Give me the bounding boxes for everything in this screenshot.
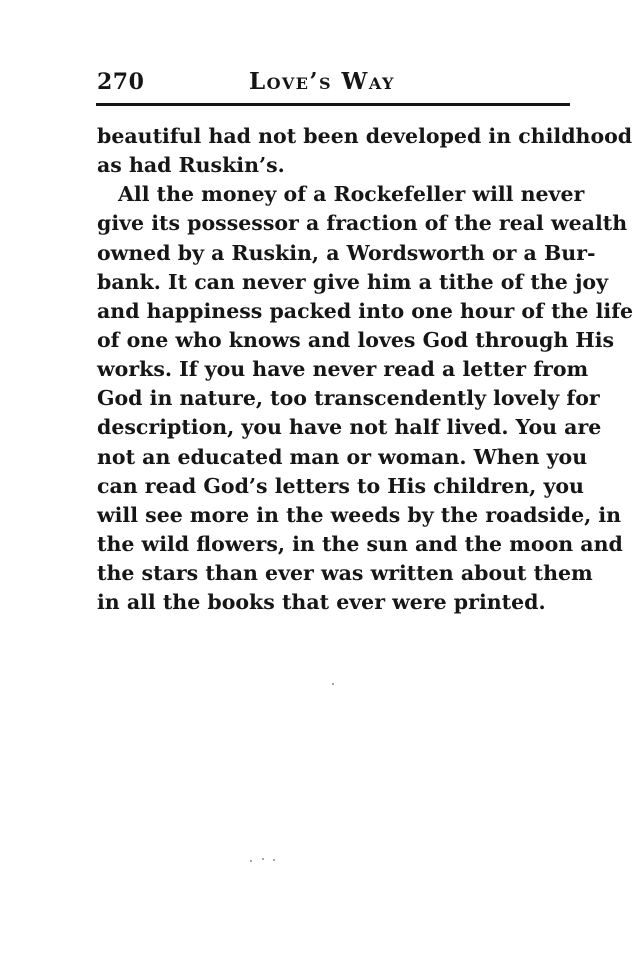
text-line: not an educated man or woman. When you	[97, 444, 588, 469]
page-number: 270	[97, 69, 145, 95]
text-line: God in nature, too transcendently lovely for	[97, 386, 600, 411]
text-line: owned by a Ruskin, a Wordsworth or a Bur-	[97, 240, 596, 265]
scan-speck	[273, 859, 275, 861]
body-text	[97, 122, 633, 617]
text-line: give its possessor a fraction of the real wealth	[97, 211, 628, 236]
text-line: beautiful had not been developed in childhood	[97, 124, 633, 148]
scan-speck	[262, 858, 264, 860]
scan-speck	[250, 860, 252, 862]
header-rule	[96, 103, 570, 106]
text-line: in all the books that ever were printed.	[97, 590, 546, 615]
text-line: will see more in the weeds by the roadside, in	[97, 502, 622, 527]
text-line: description, you have not half lived. You are	[97, 415, 602, 440]
text-line: as had Ruskin’s.	[97, 153, 285, 178]
text-line: bank. It can never give him a tithe of the joy	[97, 269, 608, 294]
text-line: the wild flowers, in the sun and the moon and	[97, 531, 623, 556]
text-line: works. If you have never read a letter from	[97, 357, 589, 382]
text-line: the stars than ever was written about them	[97, 561, 593, 586]
text-line: can read God’s letters to His children, you	[97, 473, 584, 498]
scan-speck	[332, 683, 334, 685]
running-title: Love’s Way	[249, 68, 395, 95]
text-line: and happiness packed into one hour of the life	[97, 298, 633, 323]
text-line: of one who knows and loves God through His	[97, 327, 615, 352]
running-head	[97, 66, 570, 102]
text-line: All the money of a Rockefeller will never	[118, 182, 585, 207]
